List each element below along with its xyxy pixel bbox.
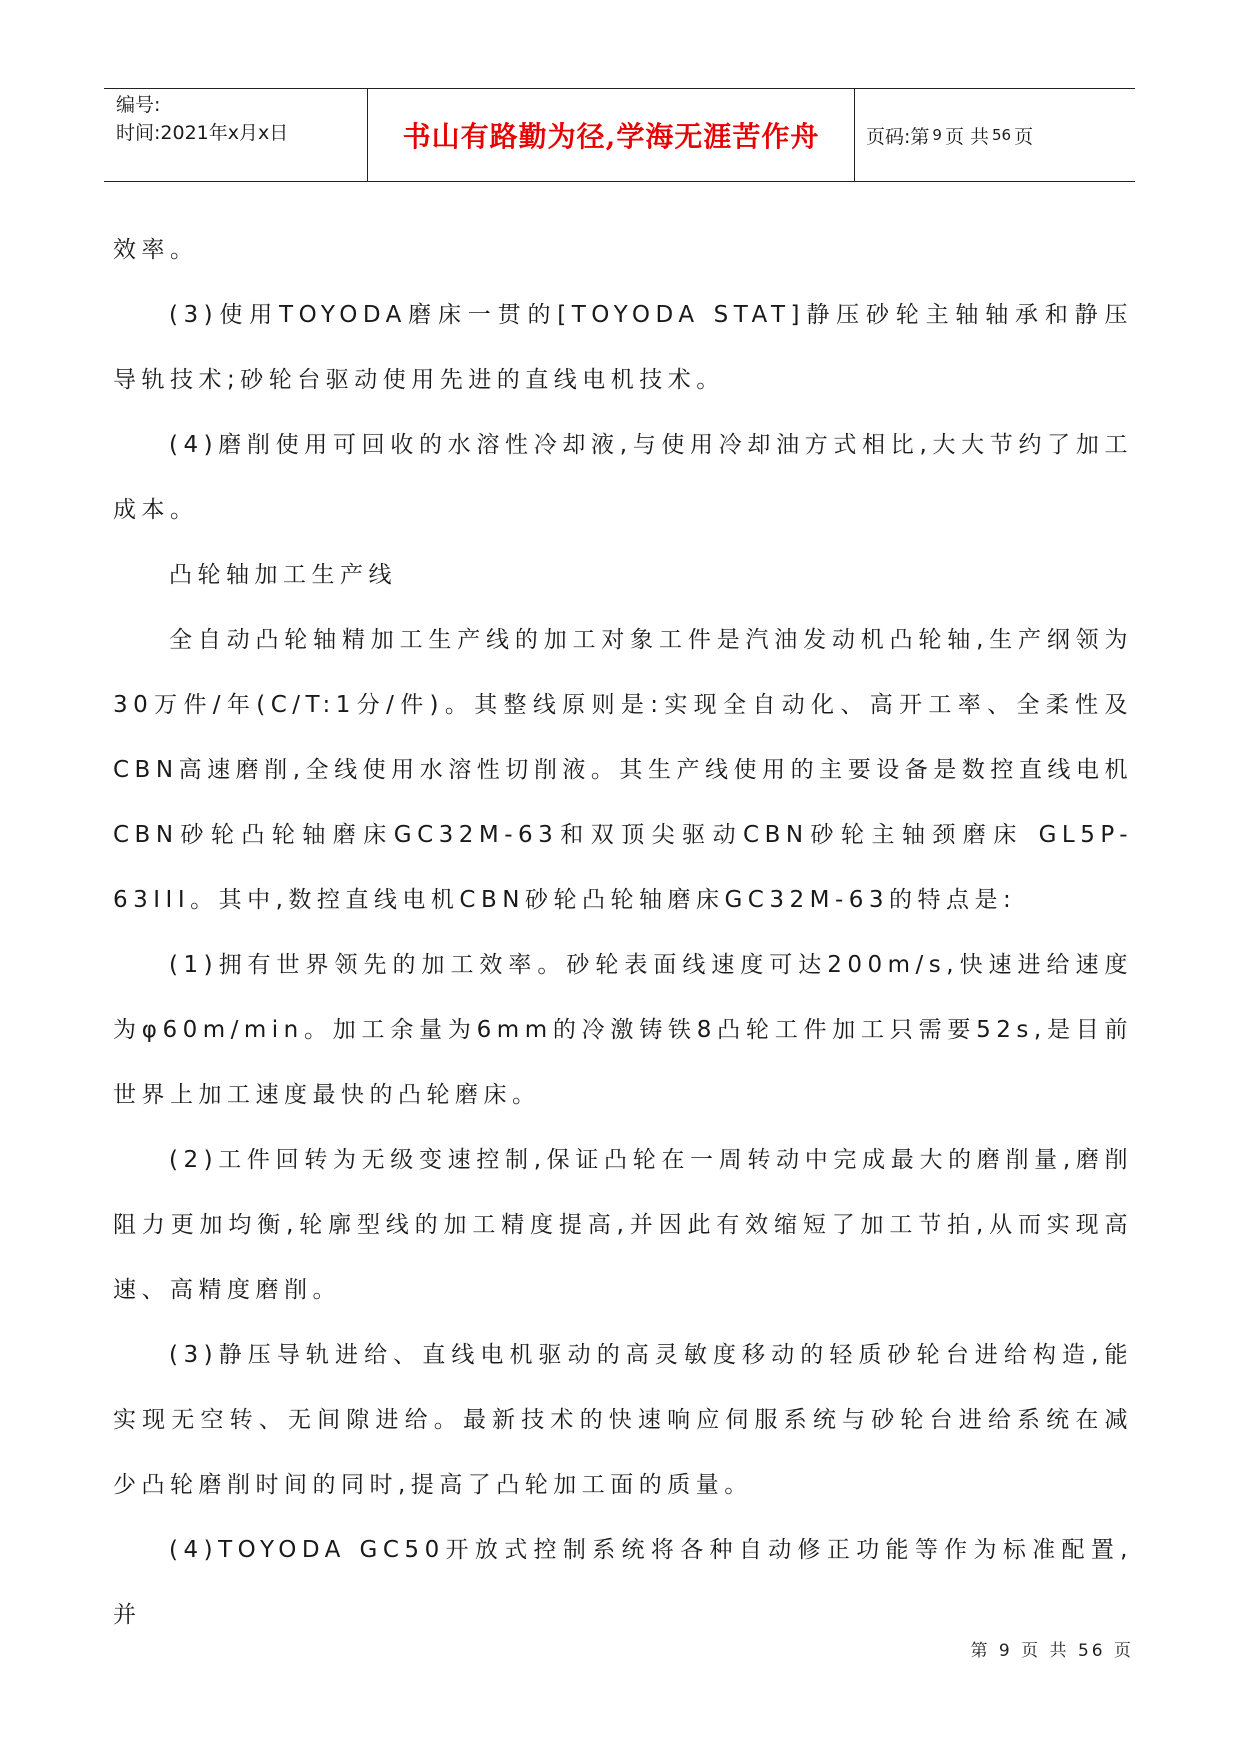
paragraph: 效率。 [113,237,199,263]
page-header [104,88,1135,182]
page-current: 9 [932,126,942,144]
header-divider [854,89,855,181]
paragraph: (1)拥有世界领先的加工效率。砂轮表面线速度可达200m/s,快速进给速度为φ60m/min。加工余量为6mm的冷激铸铁8凸轮工件加工只需要52s,是目前世界上加工速度最快的凸轮磨床。 [113,952,1133,1108]
paragraph: 全自动凸轮轴精加工生产线的加工对象工件是汽油发动机凸轮轴,生产纲领为30万件/年(C/T:1分/件)。其整线原则是:实现全自动化、高开工率、全柔性及CBN高速磨削,全线使用水溶性切削液。其生产线使用的主要设备是数控直线电机CBN砂轮凸轮轴磨床GC32M-63和双顶尖驱动CBN砂轮主轴颈磨床 GL5P-63III。其中,数控直线电机CBN砂轮凸轮轴磨床GC32M-63的特点是: [113,627,1133,913]
header-motto: 书山有路勤为径,学海无涯苦作舟 [402,120,820,153]
header-divider [367,89,368,181]
paragraph: (4)磨削使用可回收的水溶性冷却液,与使用冷却油方式相比,大大节约了加工成本。 [113,432,1133,523]
page-prefix: 页码:第 [866,125,930,148]
header-meta [116,89,366,181]
section-heading: 凸轮轴加工生产线 [169,562,397,588]
page-total: 56 [992,126,1012,144]
page-footer: 第 9 页 共 56 页 [970,1641,1134,1661]
document-body [113,218,1133,1648]
paragraph: (3)使用TOYODA磨床一贯的[TOYODA STAT]静压砂轮主轴轴承和静压导轨技术;砂轮台驱动使用先进的直线电机技术。 [113,302,1133,393]
serial-number-label: 编号: [116,94,161,116]
paragraph: (2)工件回转为无级变速控制,保证凸轮在一周转动中完成最大的磨削量,磨削阻力更加均衡,轮廓型线的加工精度提高,并因此有效缩短了加工节拍,从而实现高速、高精度磨削。 [113,1147,1133,1303]
time-label: 时间:2021年x月x日 [116,122,289,144]
page-mid: 页 共 [944,125,989,148]
paragraph: (3)静压导轨进给、直线电机驱动的高灵敏度移动的轻质砂轮台进给构造,能实现无空转、无间隙进给。最新技术的快速响应伺服系统与砂轮台进给系统在减少凸轮磨削时间的同时,提高了凸轮加工面的质量。 [113,1342,1133,1498]
paragraph: (4)TOYODA GC50开放式控制系统将各种自动修正功能等作为标准配置,并 [113,1537,1133,1628]
page-suffix: 页 [1014,125,1034,148]
header-page-info [866,89,1033,181]
